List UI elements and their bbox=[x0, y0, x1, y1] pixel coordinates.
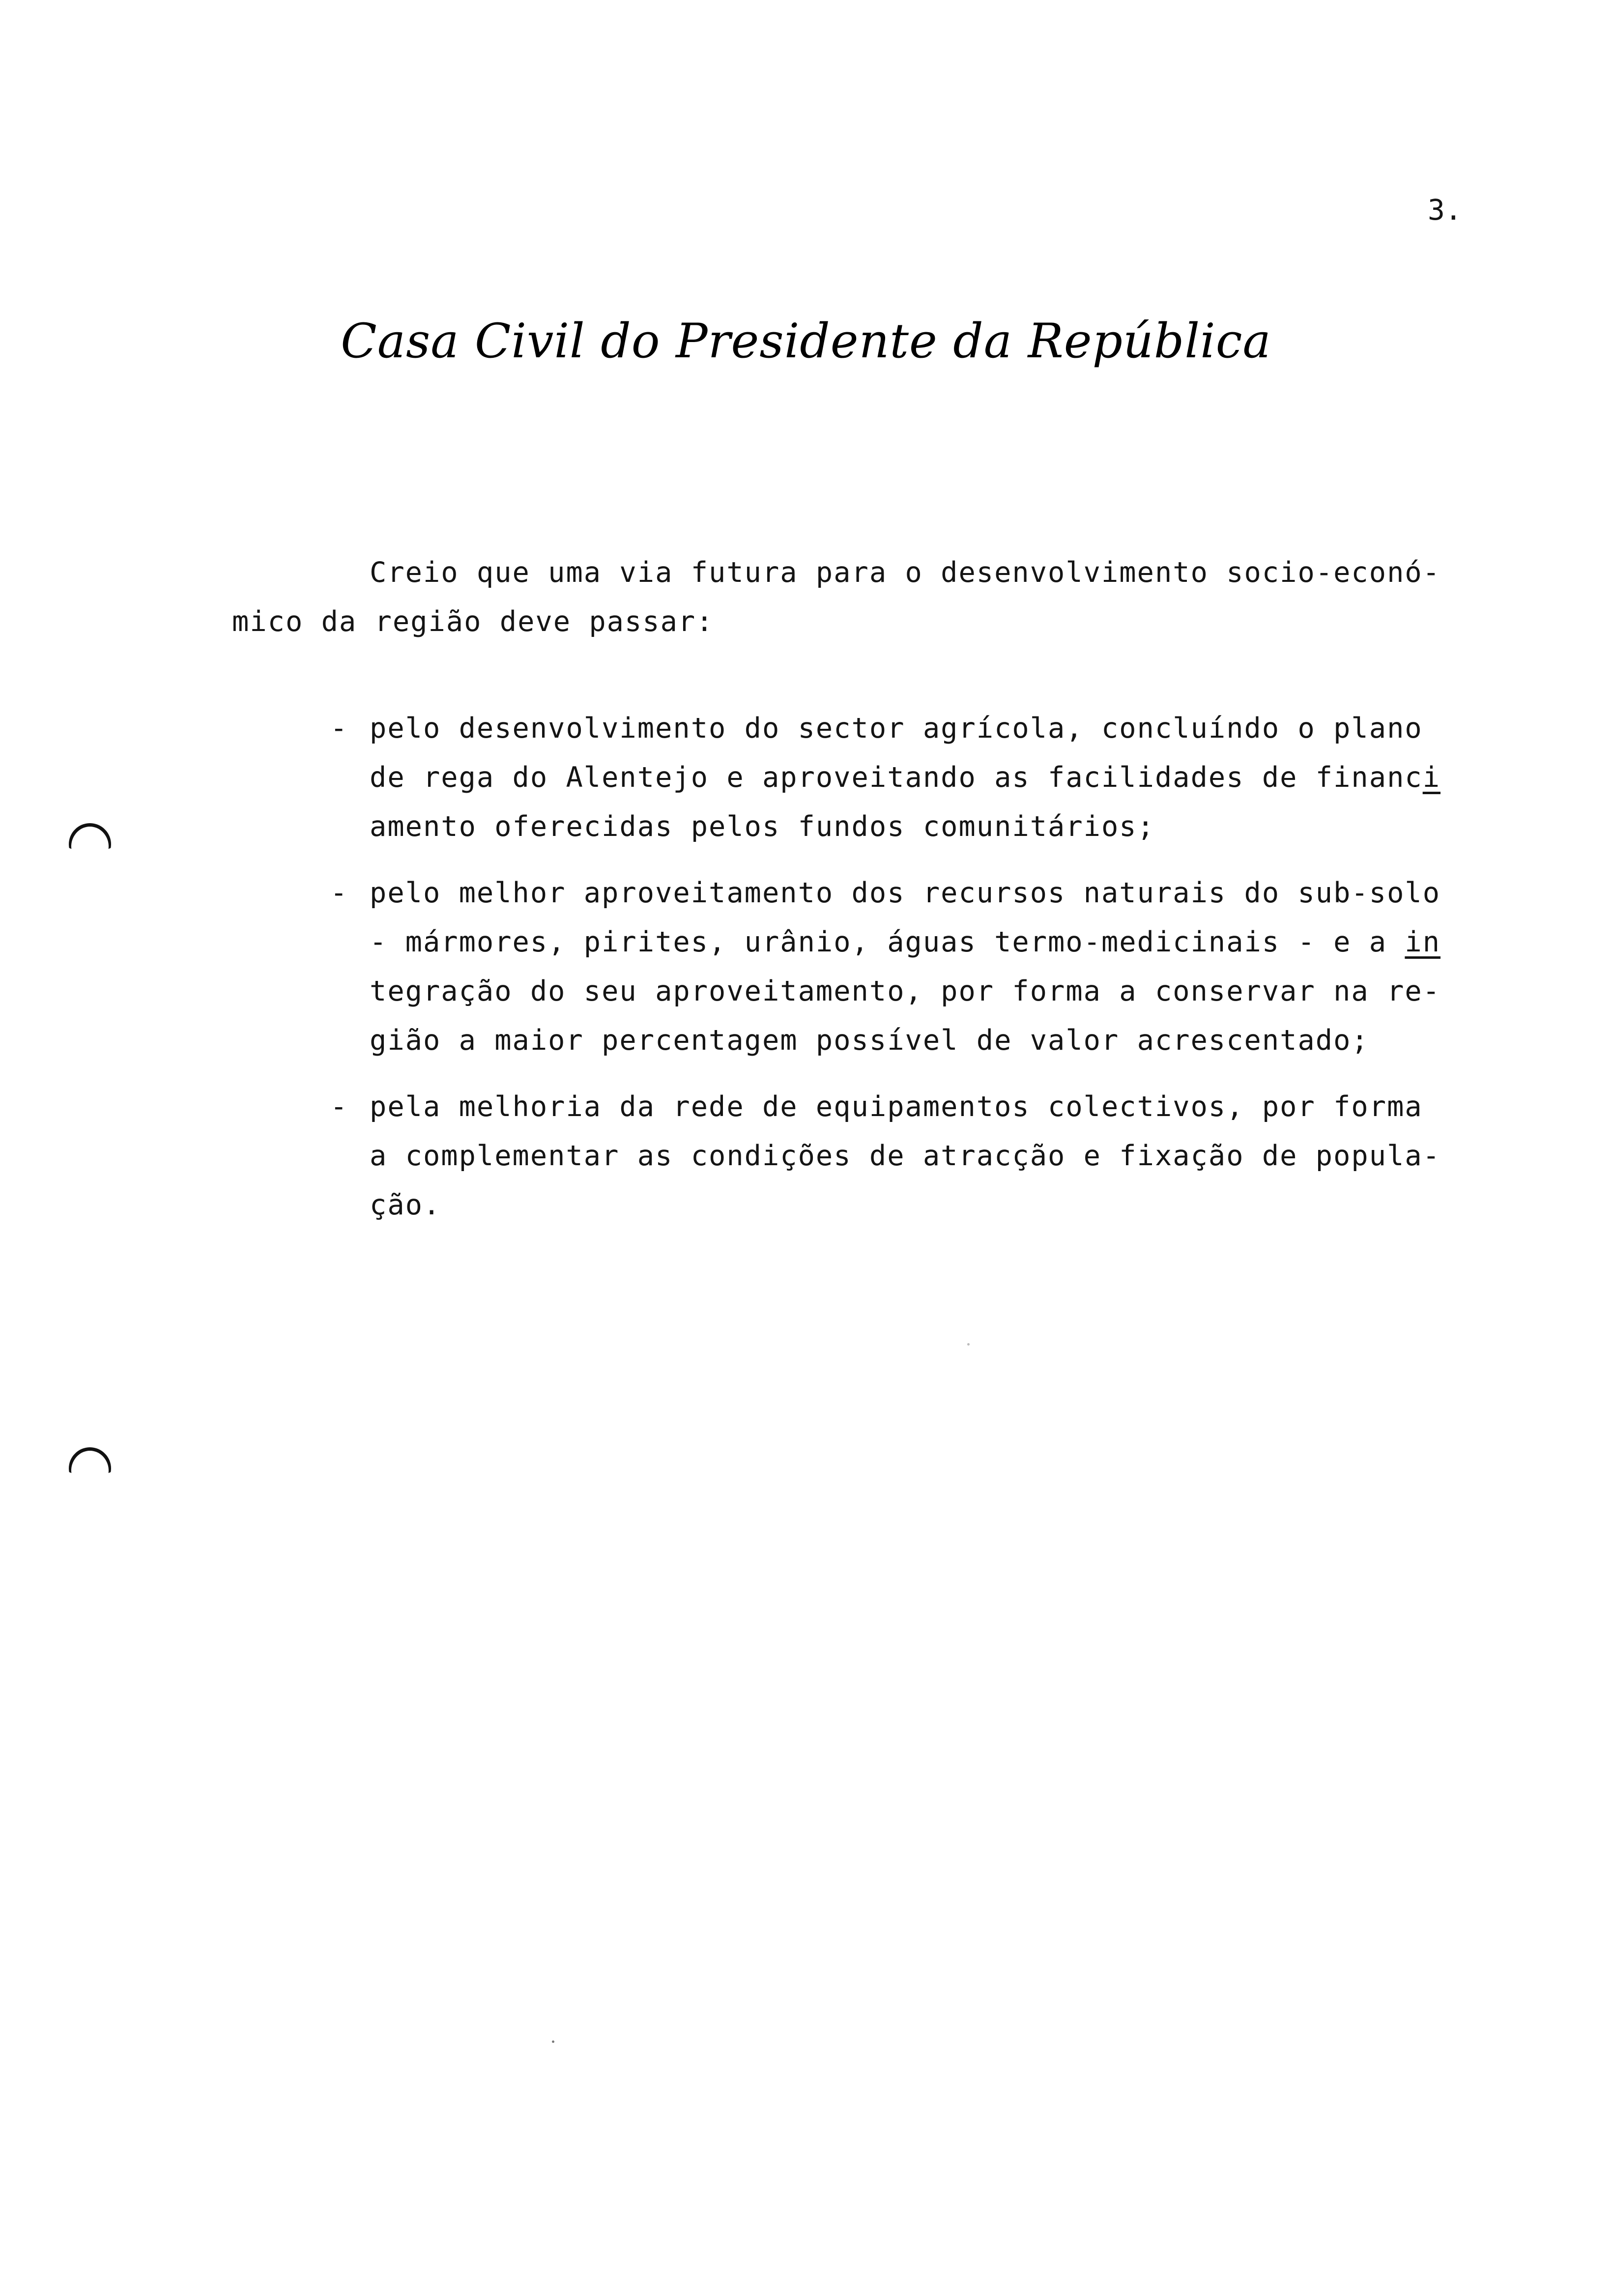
intro-line-1: Creio que uma via futura para o desenvolvimento socio-econó- bbox=[370, 556, 1441, 589]
list-item-line: ção. bbox=[370, 1189, 441, 1221]
page-number: 3. bbox=[1428, 193, 1462, 227]
punch-hole-mark bbox=[60, 814, 120, 874]
list-item-line: de rega do Alentejo e aproveitando as facilidades de financi bbox=[370, 761, 1441, 794]
bullet-dash: - bbox=[330, 712, 347, 745]
intro-line-2: mico da região deve passar: bbox=[232, 605, 714, 638]
punch-hole-mark bbox=[60, 1438, 120, 1498]
bullet-dash: - bbox=[330, 877, 347, 909]
list-item-line: gião a maior percentagem possível de valor acrescentado; bbox=[370, 1024, 1369, 1057]
scan-speck bbox=[552, 2040, 554, 2043]
list-item-line: pela melhoria da rede de equipamentos colectivos, por forma bbox=[370, 1091, 1423, 1123]
underlined-syllable: in bbox=[1405, 926, 1441, 958]
list-item-line: pelo melhor aproveitamento dos recursos naturais do sub-solo bbox=[370, 877, 1441, 909]
letterhead: Casa Civil do Presidente da República bbox=[341, 314, 1271, 369]
list-item-line: pelo desenvolvimento do sector agrícola, concluíndo o plano bbox=[370, 712, 1423, 745]
scan-speck bbox=[967, 1343, 970, 1346]
list-item-line: a complementar as condições de atracção e fixação de popula- bbox=[370, 1140, 1441, 1172]
underlined-syllable: i bbox=[1422, 761, 1441, 794]
list-item-line: amento oferecidas pelos fundos comunitários; bbox=[370, 810, 1155, 843]
list-item-line: - mármores, pirites, urânio, águas termo-medicinais - e a in bbox=[370, 926, 1441, 958]
list-item-line: tegração do seu aproveitamento, por forma a conservar na re- bbox=[370, 975, 1441, 1007]
bullet-dash: - bbox=[330, 1091, 347, 1123]
